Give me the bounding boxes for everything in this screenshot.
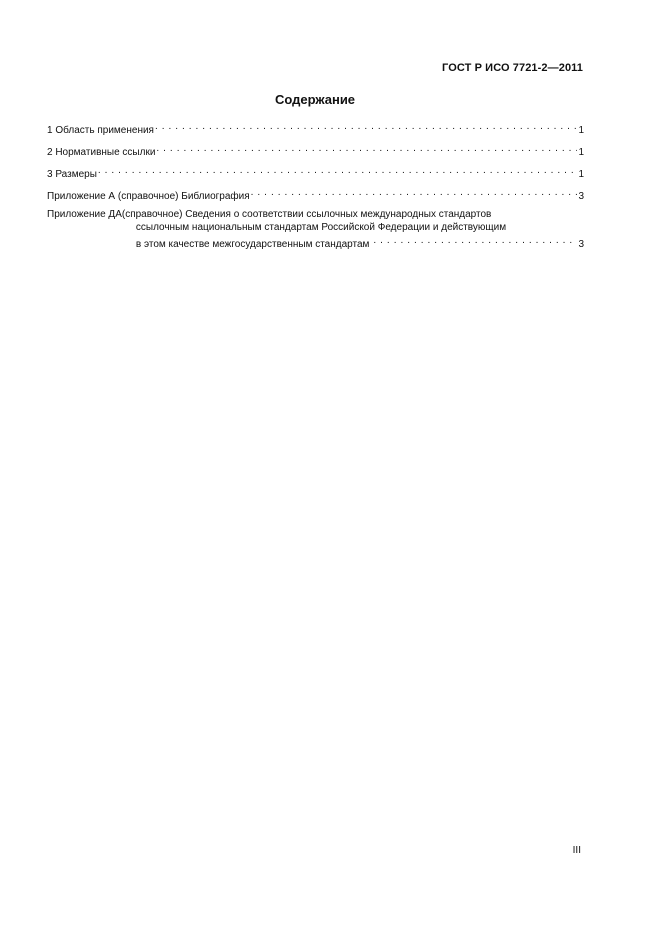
toc-title: Содержание: [274, 92, 356, 107]
toc-dot-leader: [155, 120, 577, 133]
toc-entry-scope[interactable]: [47, 120, 584, 137]
toc-dot-leader: [373, 234, 577, 247]
toc-entry-dimensions[interactable]: [47, 164, 584, 181]
toc-entry-annex-body: [122, 208, 584, 251]
toc-entry-annex-line-1: (справочное) Сведения о соответствии ссылочных международных стандартов: [121, 209, 492, 220]
toc-entry-page: 1: [578, 125, 584, 136]
toc-entry-annex-prefix: Приложение ДА: [47, 209, 122, 220]
toc-entry-annex-line-3-row: [122, 234, 584, 251]
toc-entry-page: 3: [578, 239, 584, 250]
toc-entry-page: 3: [578, 191, 584, 202]
toc-entry-annex-da[interactable]: [47, 208, 584, 251]
toc-entry-label: Приложение А (справочное) Библиография: [47, 191, 250, 202]
document-code: ГОСТ Р ИСО 7721-2—2011: [442, 62, 583, 74]
page-number: III: [572, 845, 581, 856]
toc-entry-page: 1: [578, 147, 584, 158]
toc-entry-annex-a[interactable]: [47, 186, 584, 203]
toc-entry-normative-references[interactable]: [47, 142, 584, 159]
table-of-contents: [47, 120, 584, 251]
toc-entry-label: 3 Размеры: [47, 169, 97, 180]
toc-dot-leader: [251, 186, 578, 199]
toc-entry-annex-line-2: ссылочным национальным стандартам Российской Федерации и действующим: [135, 222, 507, 233]
toc-entry-page: 1: [578, 169, 584, 180]
toc-dot-leader: [98, 164, 578, 177]
toc-dot-leader: [156, 142, 577, 155]
toc-entry-annex-line-3: в этом качестве межгосударственным стандартам: [135, 239, 370, 250]
toc-entry-label: 1 Область применения: [47, 125, 154, 136]
toc-entry-label: 2 Нормативные ссылки: [47, 147, 156, 158]
